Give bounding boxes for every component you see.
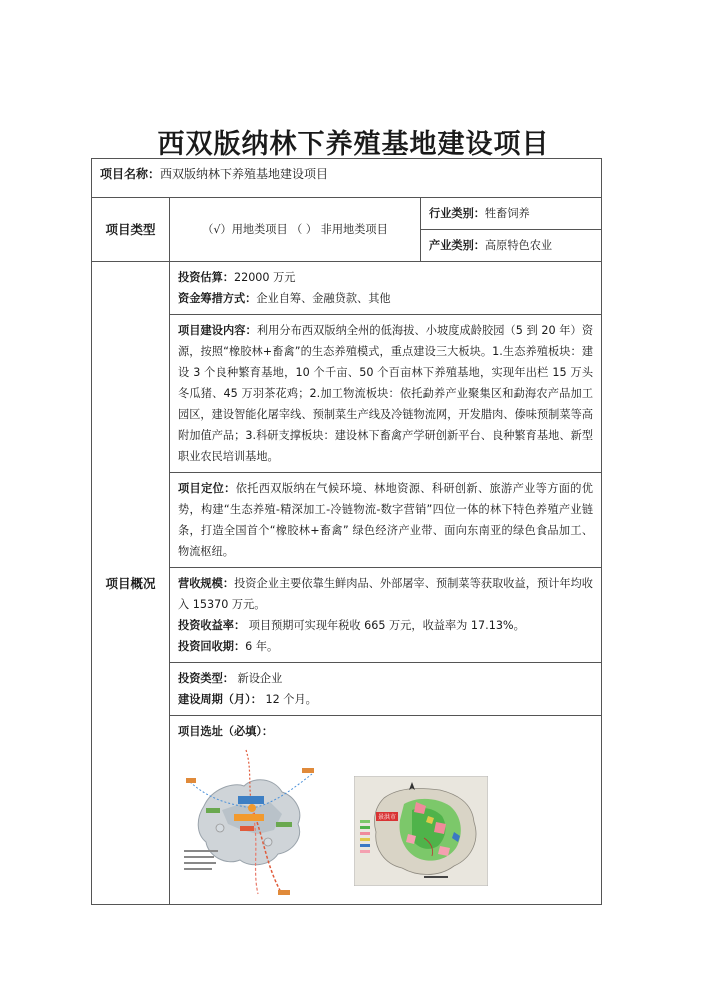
overview-row-investment	[92, 262, 602, 315]
invest-type-value: 新设企业	[233, 672, 283, 685]
project-name-row	[92, 159, 602, 198]
project-type-row-1	[92, 198, 602, 230]
invest-type-label: 投资类型：	[178, 672, 234, 685]
project-type-value: （√）用地类项目 （ ） 非用地类项目	[170, 198, 421, 262]
payback-label: 投资回收期：	[178, 640, 246, 653]
industry-value: 牲畜饲养	[484, 207, 530, 220]
funding-label: 资金筹措方式：	[178, 292, 257, 305]
project-name-label: 项目名称：	[100, 167, 161, 181]
period-label: 建设周期（月）：	[178, 693, 262, 706]
investment-label: 投资估算：	[178, 271, 234, 284]
content-label: 项目建设内容：	[178, 324, 257, 337]
scale-bar	[424, 876, 448, 878]
regional-map-image	[182, 748, 318, 896]
revenue-label: 营收规模：	[178, 577, 235, 590]
positioning-value: 依托西双版纳在气候环境、林地资源、科研创新、旅游产业等方面的优势，构建“生态养殖-精深加工-冷链物流-数字营销”四位一体的林下特色养殖产业链条，打造全国首个“橡胶林+畜禽” 绿色经济产业带、面向东南亚的绿色食品加工、物流枢纽。	[178, 482, 594, 558]
site-label: 项目选址（必填）：	[178, 725, 274, 738]
map-label-text: 景洪市	[377, 814, 397, 821]
project-type-label: 项目类型	[92, 198, 170, 262]
site-maps	[178, 742, 593, 892]
investment-value: 22000 万元	[233, 271, 296, 284]
return-value: 项目预期可实现年税收 665 万元，收益率为 17.13%。	[245, 619, 525, 632]
sector-value: 高原特色农业	[484, 239, 553, 252]
revenue-value: 投资企业主要依靠生鲜肉品、外部屠宰、预制菜等获取收益，预计年均收入 15370 万元。	[178, 577, 593, 611]
period-value: 12 个月。	[261, 693, 317, 706]
overview-label: 项目概况	[92, 262, 170, 905]
return-label: 投资收益率：	[178, 619, 246, 632]
project-name-value: 西双版纳林下养殖基地建设项目	[160, 167, 329, 181]
page-title: 西双版纳林下养殖基地建设项目	[157, 129, 550, 160]
payback-value: 6 年。	[245, 640, 279, 653]
content-value: 利用分布西双版纳全州的低海拔、小坡度成龄胶园（5 到 20 年）资源，按照“橡胶林+畜禽”的生态养殖模式，重点建设三大板块。1.生态养殖板块：建设 3 个良种繁育基地，10 个千亩、50 个百亩林下养殖基地，实现年出栏 15 万头冬瓜猪、45 万羽茶花鸡；2.加工物流板块：依托勐养产业聚集区和勐海农产品加工园区，建设智能化屠宰线、预制菜生产线及冷链物流网，开发腊肉、傣味预制菜等高附加值产品；3.科研支撑板块：建设林下畜禽产学研创新平台、良种繁育基地、新型职业农民培训基地。	[178, 324, 594, 463]
landuse-map-image	[354, 776, 488, 886]
positioning-label: 项目定位：	[178, 482, 236, 495]
project-table	[91, 158, 602, 905]
industry-label: 行业类别：	[429, 207, 485, 220]
sector-label: 产业类别：	[429, 239, 485, 252]
funding-value: 企业自筹、金融贷款、其他	[256, 292, 391, 305]
